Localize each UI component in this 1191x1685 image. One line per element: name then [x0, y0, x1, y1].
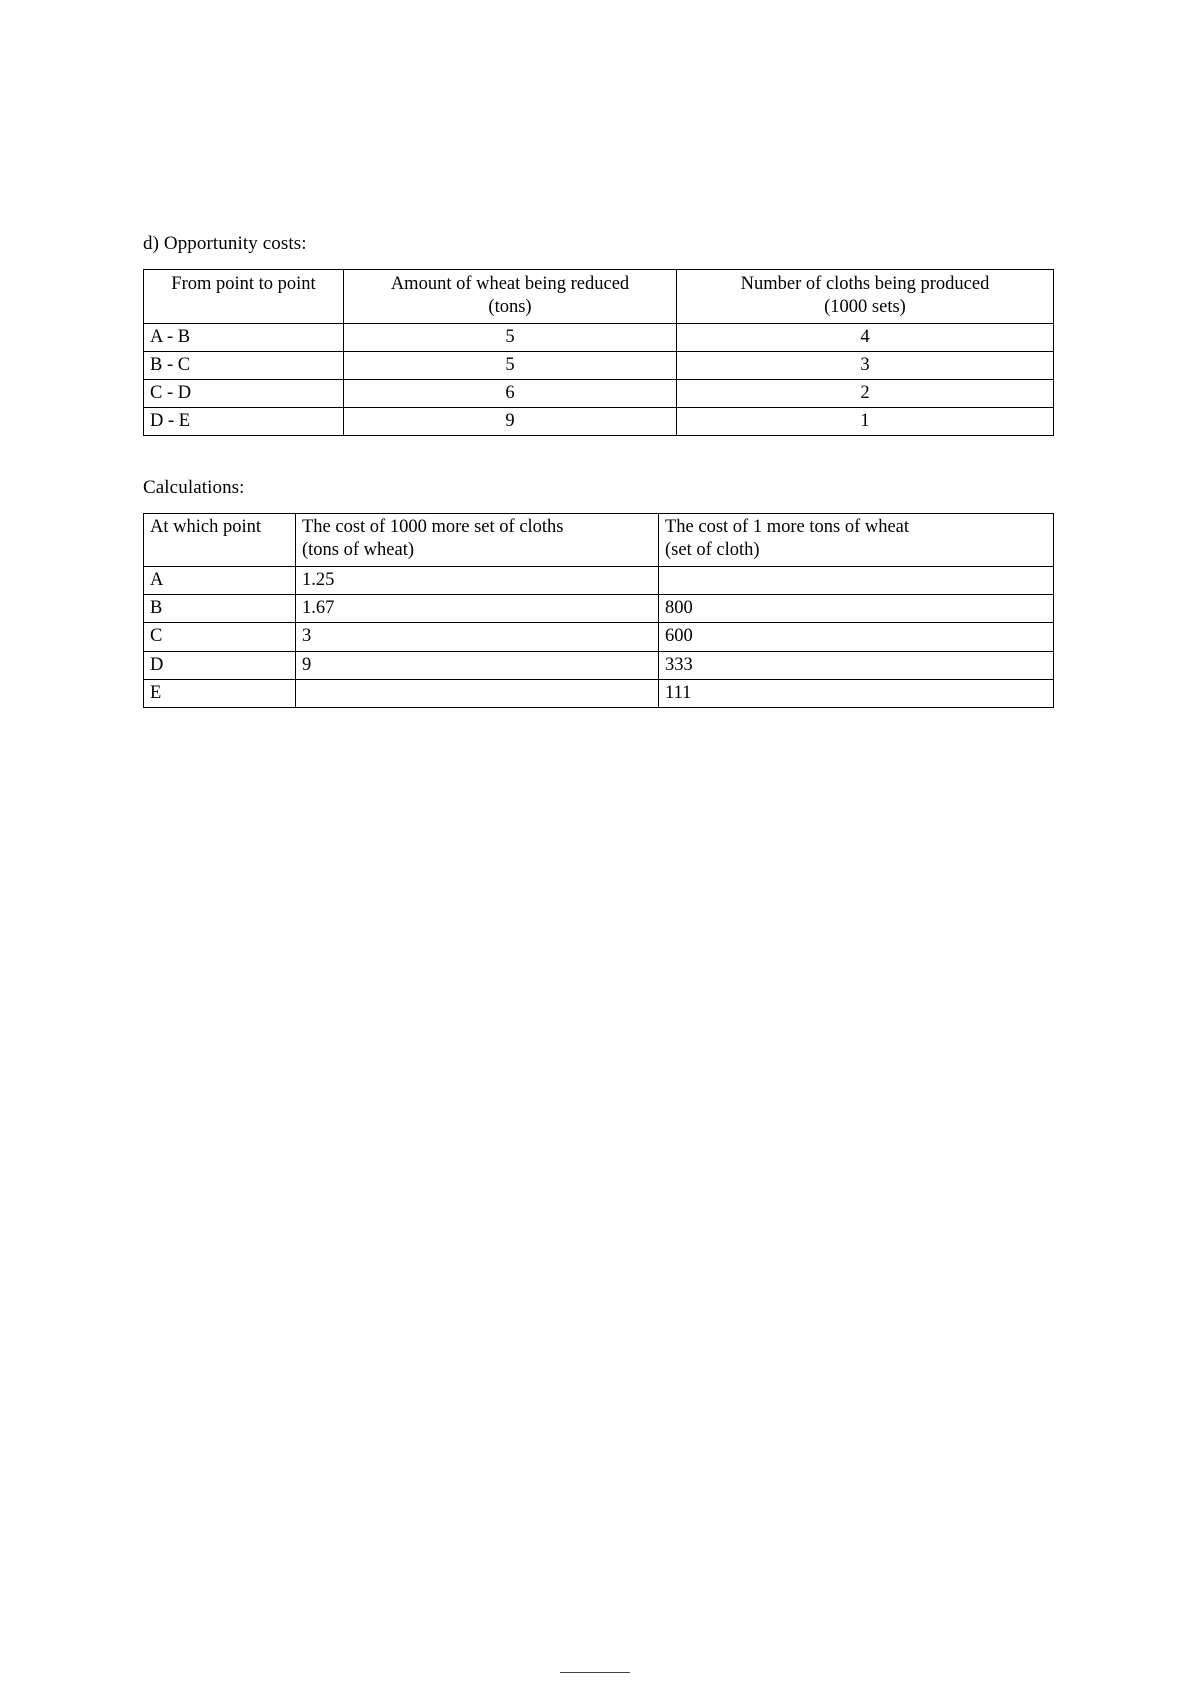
table-row	[144, 380, 1054, 408]
column-header-cost-of-wheat	[659, 514, 1054, 567]
column-header-from-point-to-point: From point to point	[144, 269, 344, 323]
column-header-cost-of-cloths	[296, 514, 659, 567]
cell-cost-cloths: 9	[296, 651, 659, 679]
table-row	[144, 323, 1054, 351]
cell-cloths-produced: 2	[677, 380, 1054, 408]
cell-wheat-reduced: 6	[344, 380, 677, 408]
column-header-cloths-produced	[677, 269, 1054, 323]
cell-cost-wheat: 111	[659, 679, 1054, 707]
cell-cost-cloths: 3	[296, 623, 659, 651]
column-header-at-which-point: At which point	[144, 514, 296, 567]
page-footer-mark	[560, 1672, 630, 1678]
cell-cloths-produced: 3	[677, 352, 1054, 380]
header-line-2: (tons of wheat)	[302, 540, 414, 561]
cell-cost-cloths: 1.67	[296, 595, 659, 623]
vertical-spacer	[143, 436, 1053, 476]
cell-cost-wheat: 600	[659, 623, 1054, 651]
header-line-1: The cost of 1 more tons of wheat	[665, 517, 910, 538]
cell-point: D	[144, 651, 296, 679]
table-row	[144, 679, 1054, 707]
table-header-row	[144, 269, 1054, 323]
header-line-1: Amount of wheat being reduced	[390, 273, 630, 294]
cell-point: C	[144, 623, 296, 651]
cell-wheat-reduced: 5	[344, 323, 677, 351]
cell-cost-wheat: 800	[659, 595, 1054, 623]
cell-cost-wheat: 333	[659, 651, 1054, 679]
table-row	[144, 595, 1054, 623]
calculations-heading: Calculations:	[143, 477, 245, 499]
cell-point: A	[144, 567, 296, 595]
cell-wheat-reduced: 9	[344, 408, 677, 436]
section-d-heading: d) Opportunity costs:	[143, 233, 307, 254]
header-line-1: The cost of 1000 more set of cloths	[302, 517, 564, 538]
table-row	[144, 651, 1054, 679]
table-row	[144, 567, 1054, 595]
cell-segment: D - E	[144, 408, 344, 436]
header-line-2: (1000 sets)	[824, 296, 906, 317]
cell-cost-wheat	[659, 567, 1054, 595]
cell-wheat-reduced: 5	[344, 352, 677, 380]
column-header-wheat-reduced	[344, 269, 677, 323]
cell-segment: C - D	[144, 380, 344, 408]
table-row	[144, 352, 1054, 380]
header-line-2: (tons)	[488, 296, 532, 317]
opportunity-costs-table	[143, 269, 1054, 437]
header-line-2: (set of cloth)	[665, 540, 760, 561]
table-row	[144, 408, 1054, 436]
calculations-table	[143, 513, 1054, 708]
header-line-1: Number of cloths being produced	[740, 273, 990, 294]
document-content	[143, 232, 1053, 708]
cell-cloths-produced: 1	[677, 408, 1054, 436]
cell-segment: B - C	[144, 352, 344, 380]
cell-segment: A - B	[144, 323, 344, 351]
cell-cloths-produced: 4	[677, 323, 1054, 351]
cell-point: B	[144, 595, 296, 623]
cell-cost-cloths: 1.25	[296, 567, 659, 595]
cell-point: E	[144, 679, 296, 707]
table-header-row	[144, 514, 1054, 567]
table-row	[144, 623, 1054, 651]
cell-cost-cloths	[296, 679, 659, 707]
